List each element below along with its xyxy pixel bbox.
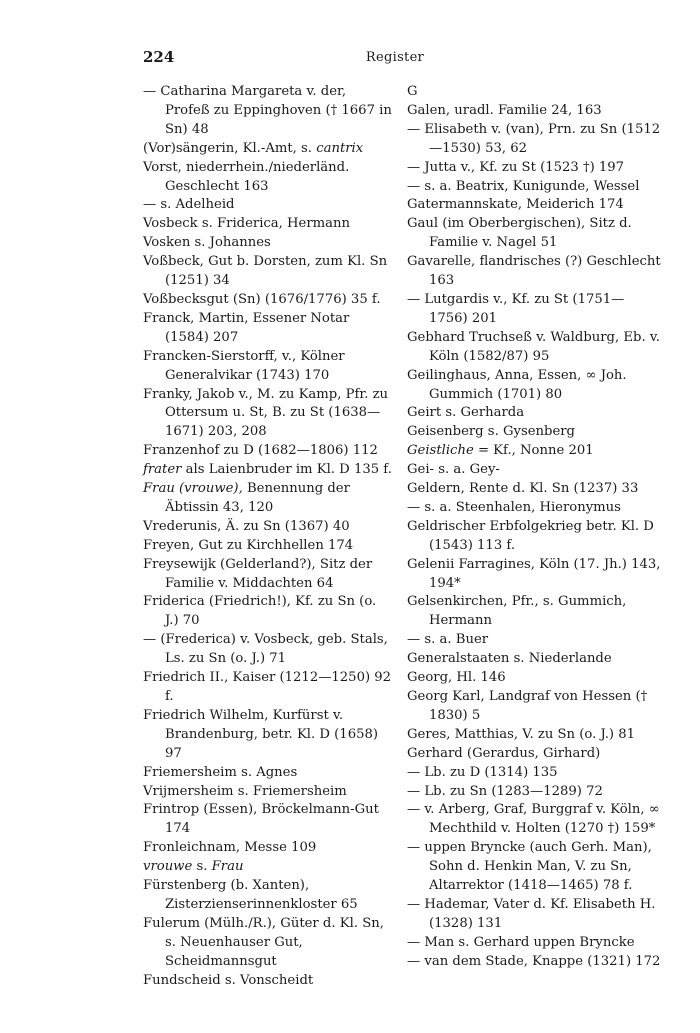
index-entry [143, 159, 393, 197]
entry-text: Gaul (im Oberbergischen), Sitz d. Familie v. Nagel 51 [407, 216, 632, 251]
entry-text: (Vor)sängerin, Kl.-Amt, s. [143, 140, 317, 156]
entry-text: Fronleichnam, Messe 109 [143, 840, 317, 856]
index-entry [143, 783, 393, 802]
index-entry [143, 83, 393, 140]
entry-text: Geirt s. Gerharda [407, 405, 525, 421]
index-entry [143, 480, 393, 518]
index-entry [407, 745, 662, 764]
entry-text: Frintrop (Essen), Bröckelmann-Gut 174 [143, 802, 379, 837]
index-entry [407, 934, 662, 953]
entry-text: Geilinghaus, Anna, Essen, ∞ Joh. Gummich (1701) 80 [407, 367, 627, 402]
index-entry [143, 801, 393, 839]
index-entry [143, 915, 393, 972]
right-entries [407, 102, 662, 972]
entry-text: Vrederunis, Ä. zu Sn (1367) 40 [143, 518, 350, 534]
index-entry [407, 404, 662, 423]
index-entry [143, 972, 393, 991]
entry-italic-lead: Frau (vrouwe), [143, 481, 243, 497]
index-entry [143, 593, 393, 631]
index-entry [143, 253, 393, 291]
entry-text: — Hademar, Vater d. Kf. Elisabeth H. (1328) 131 [407, 896, 656, 931]
index-entry [407, 329, 662, 367]
index-entry [407, 953, 662, 972]
index-entry [143, 310, 393, 348]
entry-text: Fulerum (Mülh./R.), Güter d. Kl. Sn, s. Neuenhauser Gut, Scheidmannsgut [143, 915, 384, 969]
entry-text: Gebhard Truchseß v. Waldburg, Eb. v. Köln (1582/87) 95 [407, 329, 660, 364]
entry-text: Geldern, Rente d. Kl. Sn (1237) 33 [407, 481, 639, 497]
index-entry [407, 518, 662, 556]
entry-text: Gavarelle, flandrisches (?) Geschlecht 163 [407, 254, 661, 289]
entry-text: Voßbeck, Gut b. Dorsten, zum Kl. Sn (1251) 34 [143, 254, 388, 289]
index-entry [143, 858, 393, 877]
entry-text: Gei- s. a. Gey- [407, 462, 500, 478]
index-entry [143, 215, 393, 234]
entry-text: Gerhard (Gerardus, Girhard) [407, 745, 601, 761]
entry-italic-lead: frater [143, 462, 182, 478]
entry-italic-tail: Frau [211, 859, 244, 875]
index-entry [143, 839, 393, 858]
index-entry [407, 896, 662, 934]
index-entry [143, 877, 393, 915]
entry-text: — s. a. Steenhalen, Hieronymus [407, 499, 621, 515]
index-entry [407, 556, 662, 594]
entry-text: — s. Adelheid [143, 197, 235, 213]
index-entry [407, 669, 662, 688]
index-entry [407, 688, 662, 726]
index-entry [143, 234, 393, 253]
entry-text: — van dem Stade, Knappe (1321) 172 [407, 953, 661, 969]
entry-text: als Laienbruder im Kl. D 135 f. [181, 462, 392, 478]
entry-text: Friedrich II., Kaiser (1212—1250) 92 f. [143, 670, 392, 704]
index-entry [407, 839, 662, 896]
entry-text: Franzenhof zu D (1682—1806) 112 [143, 443, 378, 459]
entry-text: — v. Arberg, Graf, Burggraf v. Köln, ∞ Mechthild v. Holten (1270 †) 159* [407, 802, 660, 837]
left-index-column [143, 83, 393, 991]
entry-text: Friemersheim s. Agnes [143, 764, 298, 780]
index-entry [407, 650, 662, 669]
index-entry [407, 783, 662, 802]
running-head: Register [365, 50, 425, 65]
entry-text: Friedrich Wilhelm, Kurfürst v. Brandenburg, betr. Kl. D (1658) 97 [143, 707, 379, 761]
index-entry [143, 764, 393, 783]
entry-text: Georg Karl, Landgraf von Hessen († 1830) 5 [407, 689, 648, 723]
entry-text: Georg, Hl. 146 [407, 670, 506, 686]
entry-text: — Elisabeth v. (van), Prn. zu Sn (1512—1530) 53, 62 [407, 121, 661, 156]
index-entry [143, 556, 393, 594]
entry-text: Vrijmersheim s. Friemersheim [143, 783, 347, 799]
entry-text: Fürstenberg (b. Xanten), Zisterzienserinnenkloster 65 [143, 878, 358, 912]
index-entry [143, 669, 393, 707]
entry-text: Voßbecksgut (Sn) (1676/1776) 35 f. [143, 291, 381, 307]
index-entry [407, 801, 662, 839]
entry-text: = Kf., Nonne 201 [473, 443, 594, 459]
entry-text: Freysewijk (Gelderland?), Sitz der Familie v. Middachten 64 [143, 556, 373, 591]
index-entry [407, 442, 662, 461]
entry-text: Gelenii Farragines, Köln (17. Jh.) 143, 194* [407, 556, 661, 591]
index-entry [143, 442, 393, 461]
entry-text: Friderica (Friedrich!), Kf. zu Sn (o. J.) 70 [143, 594, 377, 629]
entry-text: Vosken s. Johannes [143, 235, 271, 251]
index-entry [407, 631, 662, 650]
index-entry [407, 461, 662, 480]
entry-text: — (Frederica) v. Vosbeck, geb. Stals, Ls. zu Sn (o. J.) 71 [143, 632, 388, 667]
index-entry [407, 215, 662, 253]
entry-text: — Lutgardis v., Kf. zu St (1751—1756) 201 [407, 291, 625, 326]
entry-text: Geisenberg s. Gysenberg [407, 424, 575, 440]
entry-text: — Man s. Gerhard uppen Bryncke [407, 934, 635, 950]
index-entry [407, 423, 662, 442]
entry-text: Geldrischer Erbfolgekrieg betr. Kl. D (1543) 113 f. [407, 518, 654, 553]
index-entry [407, 178, 662, 197]
index-entry [407, 367, 662, 405]
index-entry [143, 140, 393, 159]
index-entry [143, 461, 393, 480]
entry-text: — Jutta v., Kf. zu St (1523 †) 197 [407, 159, 625, 175]
entry-text: — s. a. Beatrix, Kunigunde, Wessel [407, 178, 640, 194]
index-entry [407, 102, 662, 121]
index-entry [143, 537, 393, 556]
index-entry [407, 593, 662, 631]
entry-text: Geres, Matthias, V. zu Sn (o. J.) 81 [407, 726, 636, 742]
right-index-column [407, 83, 662, 972]
index-entry [143, 291, 393, 310]
entry-text: Vorst, niederrhein./niederländ. Geschlecht 163 [143, 159, 350, 194]
entry-text: Francken-Sierstorff, v., Kölner Generalvikar (1743) 170 [143, 348, 345, 383]
index-entry [143, 196, 393, 215]
entry-text: Gelsenkirchen, Pfr., s. Gummich, Hermann [407, 594, 627, 629]
entry-text: Freyen, Gut zu Kirchhellen 174 [143, 537, 354, 553]
index-entry [407, 480, 662, 499]
entry-text: Gatermannskate, Meiderich 174 [407, 197, 624, 213]
entry-text: Galen, uradl. Familie 24, 163 [407, 102, 602, 118]
index-entry [407, 291, 662, 329]
entry-text: Franck, Martin, Essener Notar (1584) 207 [143, 310, 350, 345]
index-entry [407, 253, 662, 291]
entry-text: — Catharina Margareta v. der, Profeß zu Eppinghoven († 1667 in Sn) 48 [143, 84, 392, 137]
entry-text: — s. a. Buer [407, 632, 489, 648]
page-number: 224 [143, 48, 175, 66]
entry-text: — Lb. zu Sn (1283—1289) 72 [407, 783, 603, 799]
entry-italic-lead: vrouwe [143, 859, 193, 875]
entry-text: Generalstaaten s. Niederlande [407, 651, 612, 667]
index-entry [143, 518, 393, 537]
entry-italic-lead: Geistliche [407, 443, 474, 459]
entry-text: Fundscheid s. Vonscheidt [143, 972, 314, 988]
index-entry [407, 764, 662, 783]
entry-text: s. [192, 859, 212, 875]
entry-text: — Lb. zu D (1314) 135 [407, 764, 558, 780]
entry-text: Franky, Jakob v., M. zu Kamp, Pfr. zu Ottersum u. St, B. zu St (1638—1671) 203, 208 [143, 386, 389, 440]
index-entry [407, 726, 662, 745]
index-entry [143, 631, 393, 669]
index-entry [143, 348, 393, 386]
index-entry [407, 196, 662, 215]
entry-italic: cantrix [316, 140, 364, 156]
index-entry [143, 707, 393, 764]
index-entry [407, 159, 662, 178]
entry-text: Vosbeck s. Friderica, Hermann [143, 216, 351, 232]
entry-text: Benennung der Äbtissin 43, 120 [165, 481, 350, 515]
section-letter: G [407, 84, 418, 99]
index-entry [407, 499, 662, 518]
index-entry [407, 121, 662, 159]
entry-text: — uppen Bryncke (auch Gerh. Man), Sohn d. Henkin Man, V. zu Sn, Altarrektor (1418—1465) 78 f. [407, 840, 652, 894]
index-entry [143, 386, 393, 443]
